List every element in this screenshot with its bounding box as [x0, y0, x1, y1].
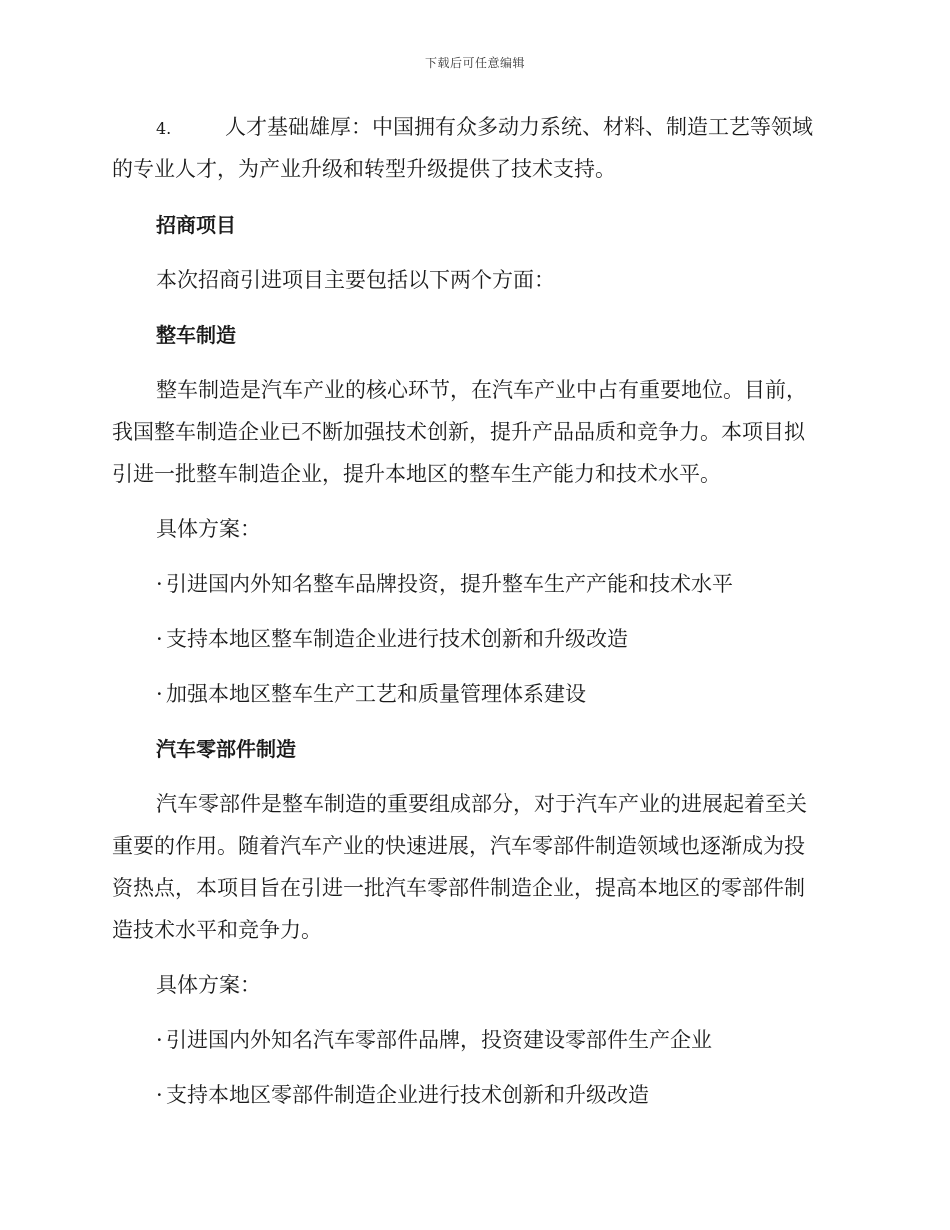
parts-paragraph-line-4: 造技术水平和竞争力。 — [112, 918, 322, 942]
vehicle-paragraph-line-1: 整车制造是汽车产业的核心环节，在汽车产业中占有重要地位。目前， — [156, 378, 807, 402]
parts-bullet-text: 支持本地区零部件制造企业进行技术创新和升级改造 — [166, 1083, 649, 1107]
vehicle-paragraph-line-2: 我国整车制造企业已不断加强技术创新，提升产品品质和竞争力。本项目拟 — [112, 420, 805, 444]
parts-heading: 汽车零部件制造 — [156, 737, 296, 761]
projects-intro: 本次招商引进项目主要包括以下两个方面： — [156, 268, 555, 292]
talent-paragraph-line-2: 的专业人才，为产业升级和转型升级提供了技术支持。 — [112, 157, 616, 181]
parts-bullet-text: 引进国内外知名汽车零部件品牌，投资建设零部件生产企业 — [166, 1028, 712, 1052]
parts-paragraph-line-2: 重要的作用。随着汽车产业的快速进展，汽车零部件制造领域也逐渐成为投 — [112, 834, 805, 858]
vehicle-bullet-text: 引进国内外知名整车品牌投资，提升整车生产产能和技术水平 — [166, 572, 733, 596]
page-header-note: 下载后可任意编辑 — [424, 56, 525, 70]
parts-bullet-item — [156, 1080, 649, 1110]
projects-heading: 招商项目 — [156, 213, 236, 237]
bullet-dot-icon: · — [156, 572, 163, 596]
bullet-dot-icon: · — [156, 1028, 163, 1052]
parts-paragraph-line-3: 资热点，本项目旨在引进一批汽车零部件制造企业，提高本地区的零部件制 — [112, 876, 805, 900]
bullet-dot-icon: · — [156, 627, 163, 651]
vehicle-bullet-text: 支持本地区整车制造企业进行技术创新和升级改造 — [166, 627, 628, 651]
vehicle-bullet-item — [156, 569, 733, 599]
parts-paragraph-line-1: 汽车零部件是整车制造的重要组成部分，对于汽车产业的进展起着至关 — [156, 792, 807, 816]
bullet-dot-icon: · — [156, 1083, 163, 1107]
vehicle-bullet-item — [156, 624, 628, 654]
vehicle-paragraph-line-3: 引进一批整车制造企业，提升本地区的整车生产能力和技术水平。 — [112, 462, 721, 486]
vehicle-bullet-item — [156, 679, 586, 709]
vehicle-bullet-text: 加强本地区整车生产工艺和质量管理体系建设 — [166, 682, 586, 706]
vehicle-heading: 整车制造 — [156, 323, 236, 347]
vehicle-plan-label: 具体方案： — [156, 517, 261, 541]
parts-bullet-item — [156, 1025, 712, 1055]
bullet-dot-icon: · — [156, 682, 163, 706]
talent-text-line-1: 人才基础雄厚：中国拥有众多动力系统、材料、制造工艺等领域 — [225, 115, 813, 139]
parts-plan-label: 具体方案： — [156, 973, 261, 997]
talent-paragraph-line-1 — [156, 112, 832, 144]
list-number: 4. — [156, 119, 172, 138]
